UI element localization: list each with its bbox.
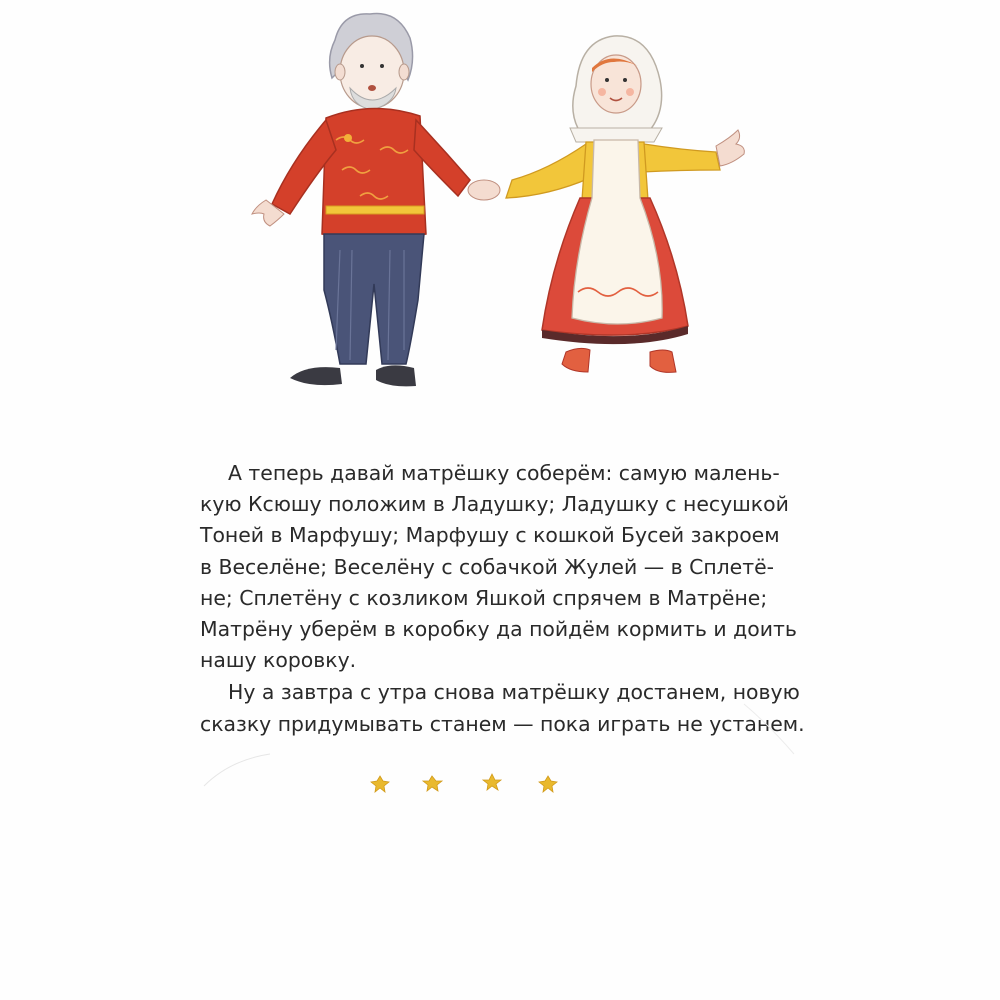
story-line: Ну а завтра с утра снова матрёшку достанем, новую [228, 680, 800, 705]
star-icon [371, 776, 389, 792]
paragraph-2 [200, 677, 805, 739]
story-line: не; Сплетёну с козликом Яшкой спрячем в Матрёне; [200, 585, 768, 610]
story-text [200, 458, 805, 740]
story-line: сказку придумывать станем — пока играть не устанем. [200, 711, 805, 736]
faint-mark [740, 700, 800, 760]
story-line: кую Ксюшу положим в Ладушку; Ладушку с несушкой [200, 492, 789, 517]
star-icon [539, 776, 557, 792]
star-icon [423, 776, 442, 791]
grandpa-figure-icon [252, 14, 470, 387]
story-line: Тоней в Марфушу; Марфушу с кошкой Бусей закроем [200, 523, 780, 548]
faint-mark [200, 750, 280, 790]
gold-stars-ornament-icon [366, 766, 566, 800]
story-line: в Веселёне; Веселёну с собачкой Жулей — в Сплетё- [200, 554, 775, 579]
star-icon [483, 774, 501, 790]
joined-hands-icon [468, 180, 500, 200]
story-line: Матрёну уберём в коробку да пойдём кормить и доить [200, 617, 797, 642]
story-line: А теперь давай матрёшку соберём: самую малень- [228, 461, 780, 485]
paragraph-1 [200, 458, 797, 676]
grandma-figure-icon [506, 36, 744, 372]
story-line: нашу коровку. [200, 648, 357, 673]
illustration [230, 0, 770, 410]
